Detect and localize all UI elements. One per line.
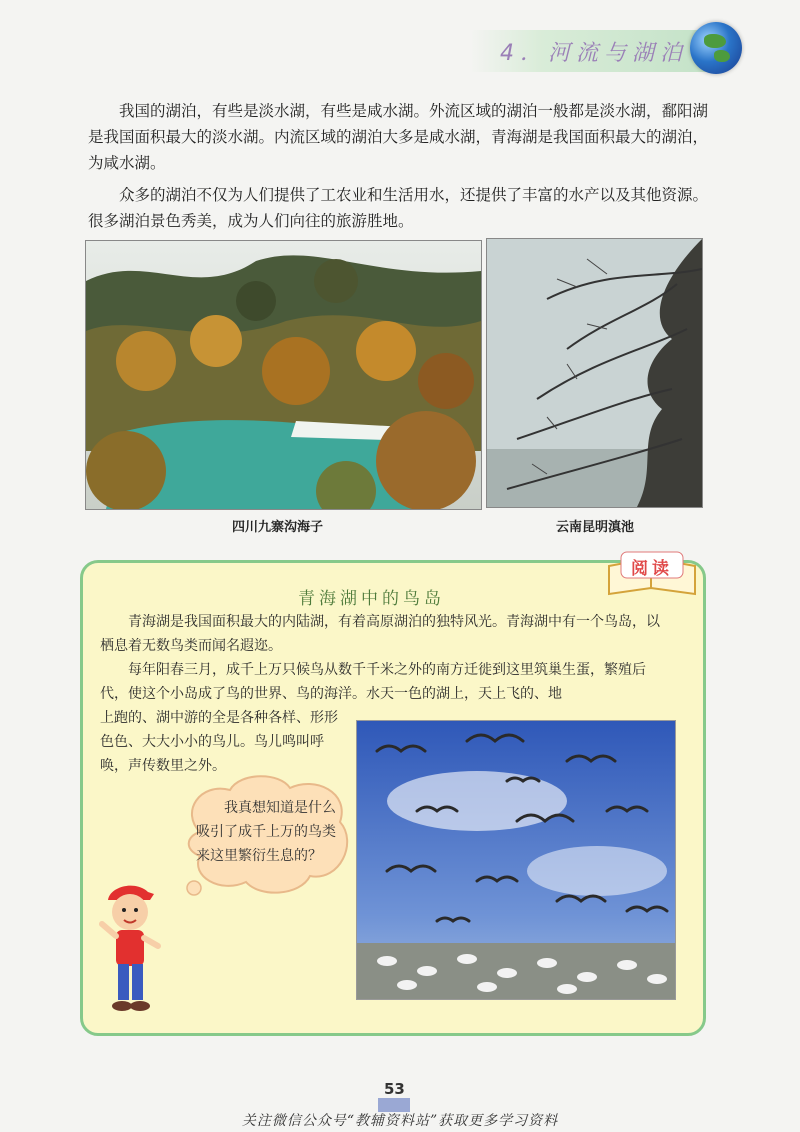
- reading-paragraph-3: 上跑的、湖中游的全是各种各样、形形色色、大大小小的鸟儿。鸟儿鸣叫呼唤，声传数里之外。: [100, 710, 338, 774]
- page-number: 53: [384, 1080, 405, 1098]
- dianchi-photo: [486, 238, 703, 508]
- reading-title: 青海湖中的鸟岛: [298, 589, 445, 609]
- intro-paragraph-2: 众多的湖泊不仅为人们提供了工农业和生活用水，还提供了丰富的水产以及其他资源。很多湖泊景色秀美，成为人们向往的旅游胜地。: [88, 186, 709, 230]
- reading-paragraph-2: 每年阳春三月，成千上万只候鸟从数千千米之外的南方迁徙到这里筑巢生蛋，繁殖后代，使这个小岛成了鸟的世界、鸟的海洋。水天一色的湖上，天上飞的、地: [100, 662, 646, 702]
- cartoon-boy-illustration: [96, 880, 166, 1020]
- reading-badge: [603, 548, 703, 600]
- intro-paragraph-1: 我国的湖泊，有些是淡水湖，有些是咸水湖。外流区域的湖泊一般都是淡水湖，鄱阳湖是我国面积最大的淡水湖。内流区域的湖泊大多是咸水湖，青海湖是我国面积最大的湖泊，为咸水湖。: [88, 102, 709, 172]
- right-photo-caption: 云南昆明滇池: [556, 520, 635, 535]
- reading-badge-label: 阅读: [631, 559, 673, 579]
- left-photo-caption: 四川九寨沟海子: [232, 520, 324, 535]
- thought-text: 我真想知道是什么吸引了成千上万的鸟类来这里繁衍生息的？: [196, 800, 336, 864]
- jiuzhaigou-photo: [85, 240, 482, 510]
- globe-icon: [690, 22, 742, 74]
- footer-note: 关注微信公众号“教辅资料站”获取更多学习资料: [241, 1113, 559, 1129]
- reading-paragraph-1: 青海湖是我国面积最大的内陆湖，有着高原湖泊的独特风光。青海湖中有一个鸟岛，以栖息着无数鸟类而闻名遐迩。: [100, 614, 660, 654]
- reading-text: [100, 610, 660, 706]
- intro-text: [88, 98, 708, 234]
- bird-island-photo: [356, 720, 676, 1000]
- chapter-title: 4．河流与湖泊: [500, 41, 688, 66]
